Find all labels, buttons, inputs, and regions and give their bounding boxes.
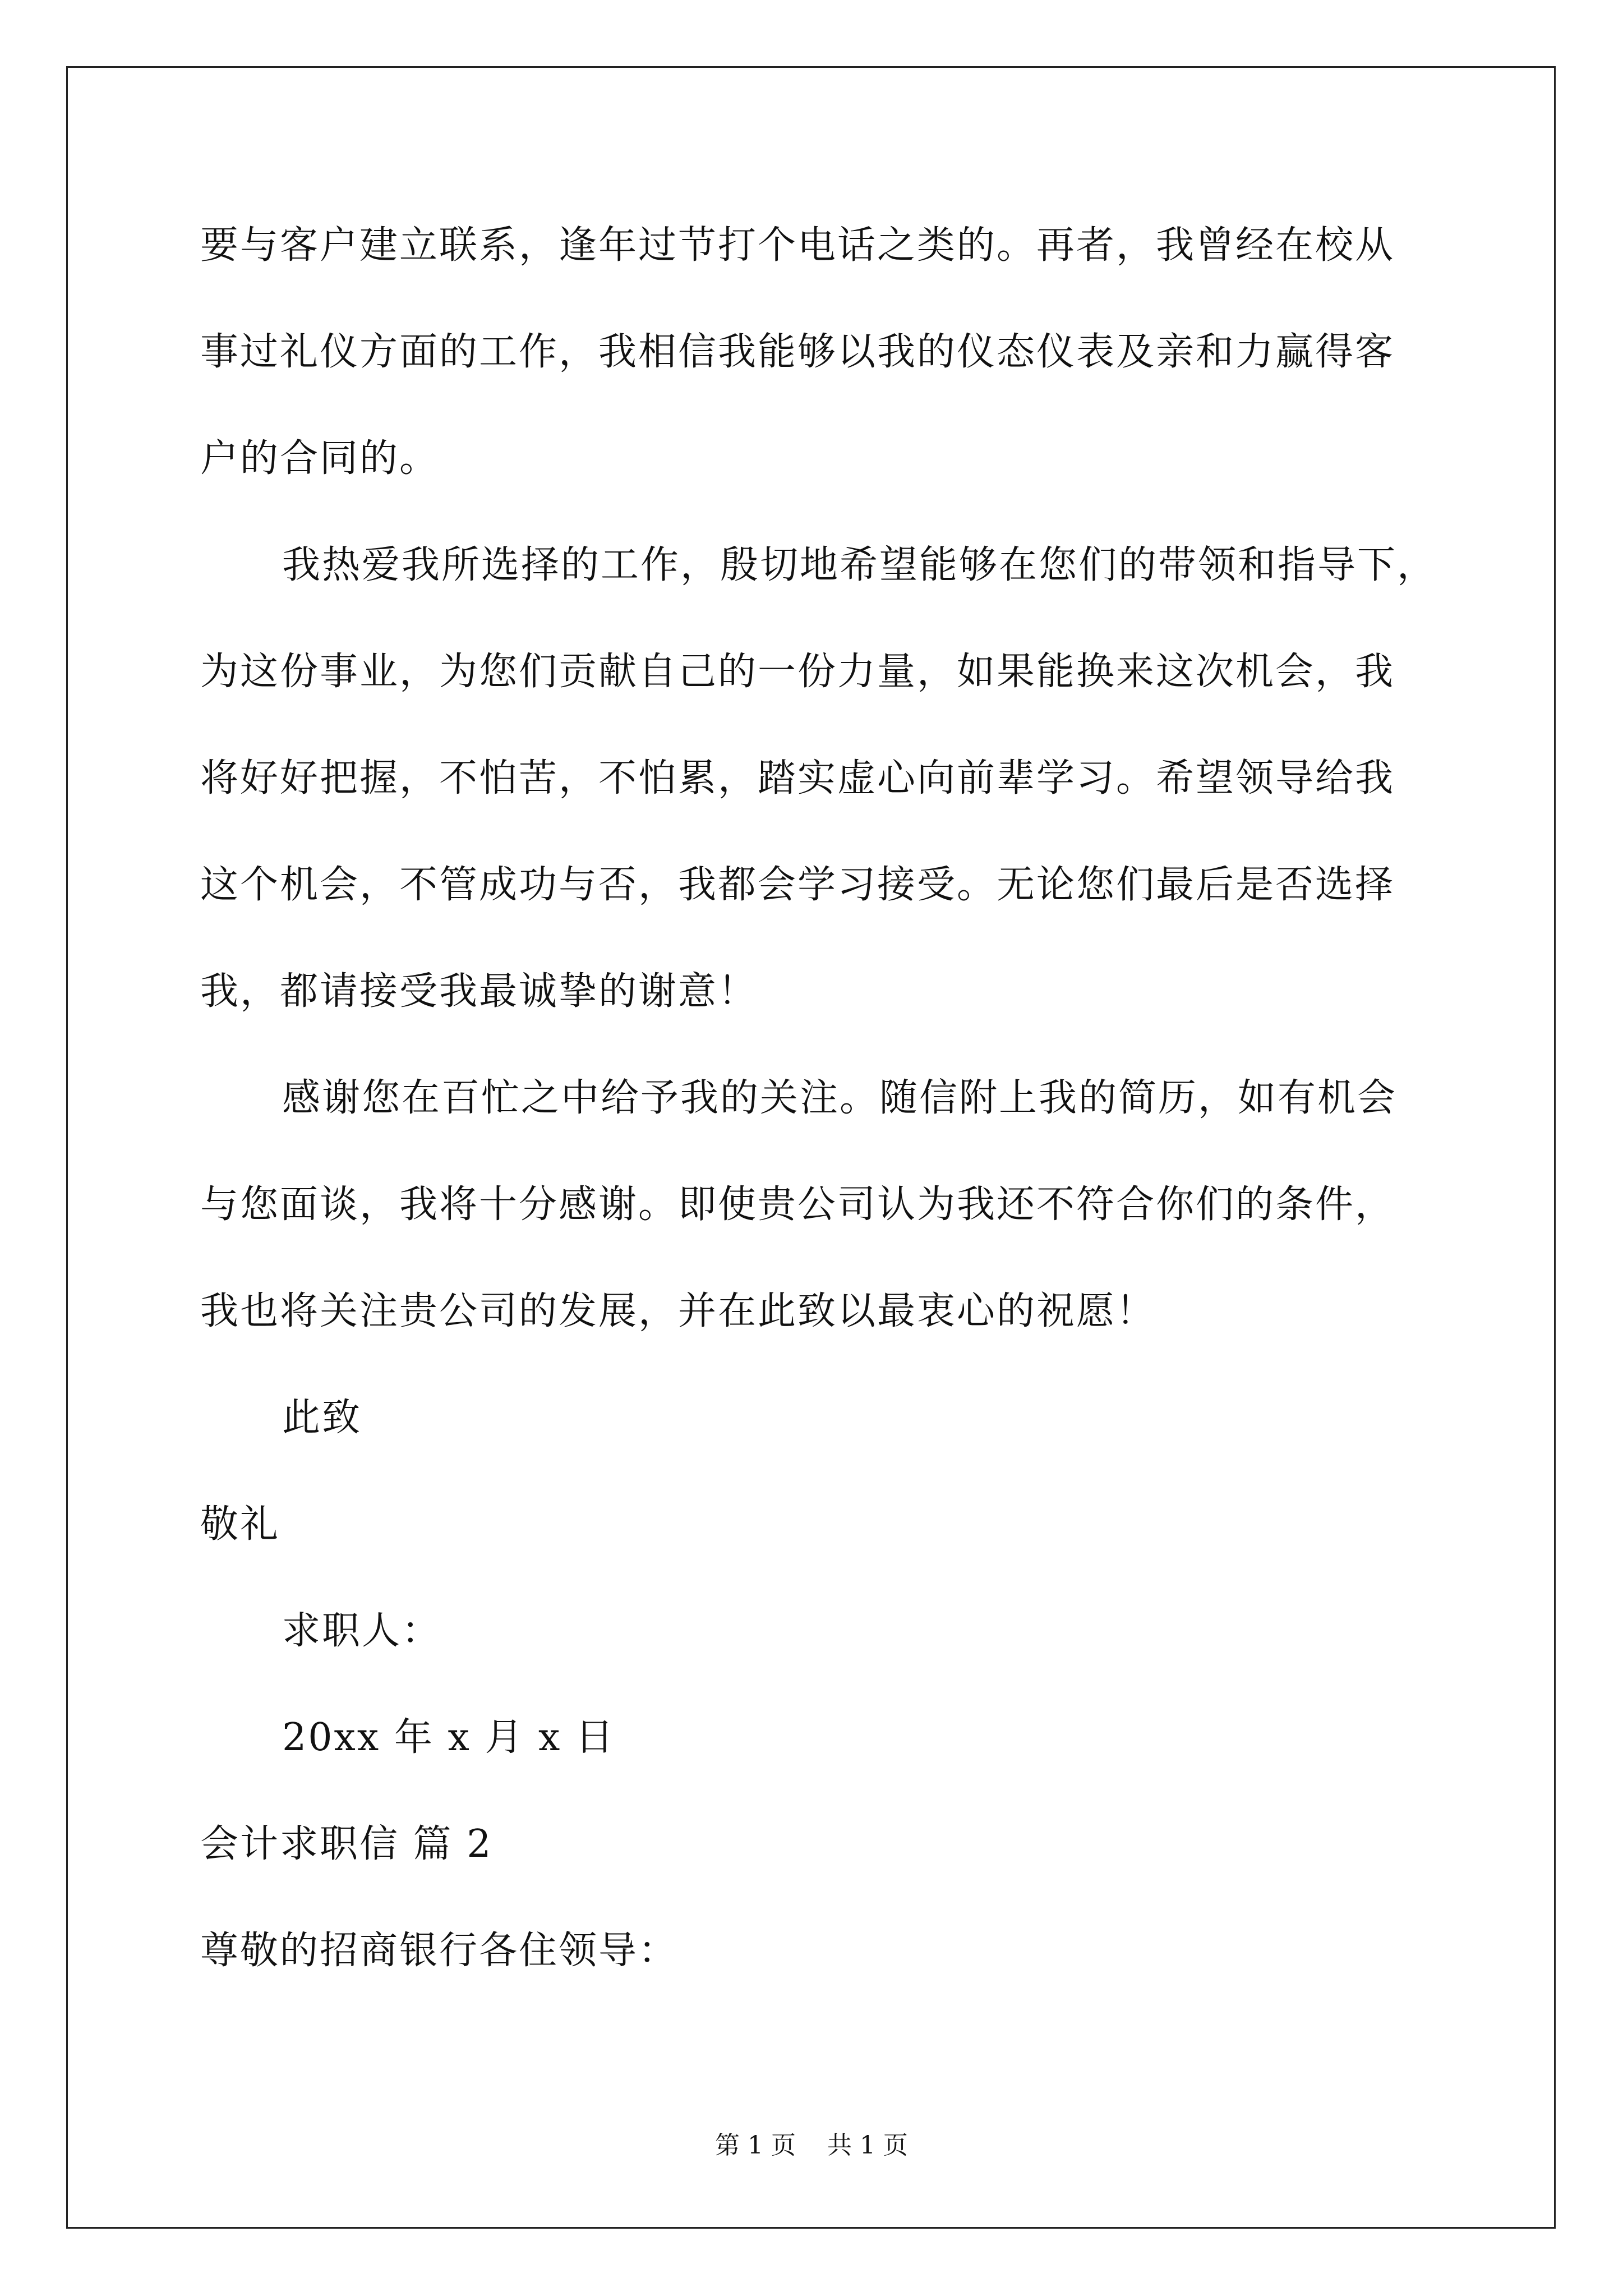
text-line: 与您面谈，我将十分感谢。即使贵公司认为我还不符合你们的条件， [200,1182,1395,1227]
date-line: 20xx 年 x 月 x 日 [282,1715,616,1760]
text-line: 我，都请接受我最诚挚的谢意！ [200,969,758,1014]
text-line: 要与客户建立联系，逢年过节打个电话之类的。再者，我曾经在校从 [200,223,1395,268]
text-line: 感谢您在百忙之中给予我的关注。随信附上我的简历，如有机会 [282,1076,1398,1120]
text-line: 我也将关注贵公司的发展，并在此致以最衷心的祝愿！ [200,1289,1156,1333]
text-line: 将好好把握，不怕苦，不怕累，踏实虚心向前辈学习。希望领导给我 [200,756,1395,800]
closing-regards: 敬礼 [200,1502,280,1547]
text-line: 事过礼仪方面的工作，我相信我能够以我的仪态仪表及亲和力赢得客 [200,330,1395,374]
document-body [200,219,1437,2031]
text-line: 为这份事业，为您们贡献自己的一份力量，如果能换来这次机会，我 [200,650,1395,694]
page-footer: 第 1 页 共 1 页 [715,2131,908,2160]
applicant-label: 求职人： [282,1609,442,1653]
text-line: 这个机会，不管成功与否，我都会学习接受。无论您们最后是否选择 [200,863,1395,907]
text-line: 户的合同的。 [200,436,440,481]
text-line: 我热爱我所选择的工作，殷切地希望能够在您们的带领和指导下， [282,543,1437,587]
greeting-line: 尊敬的招商银行各住领导： [200,1929,679,1973]
closing-salutation: 此致 [282,1396,362,1440]
section-heading: 会计求职信 篇 2 [200,1822,493,1866]
